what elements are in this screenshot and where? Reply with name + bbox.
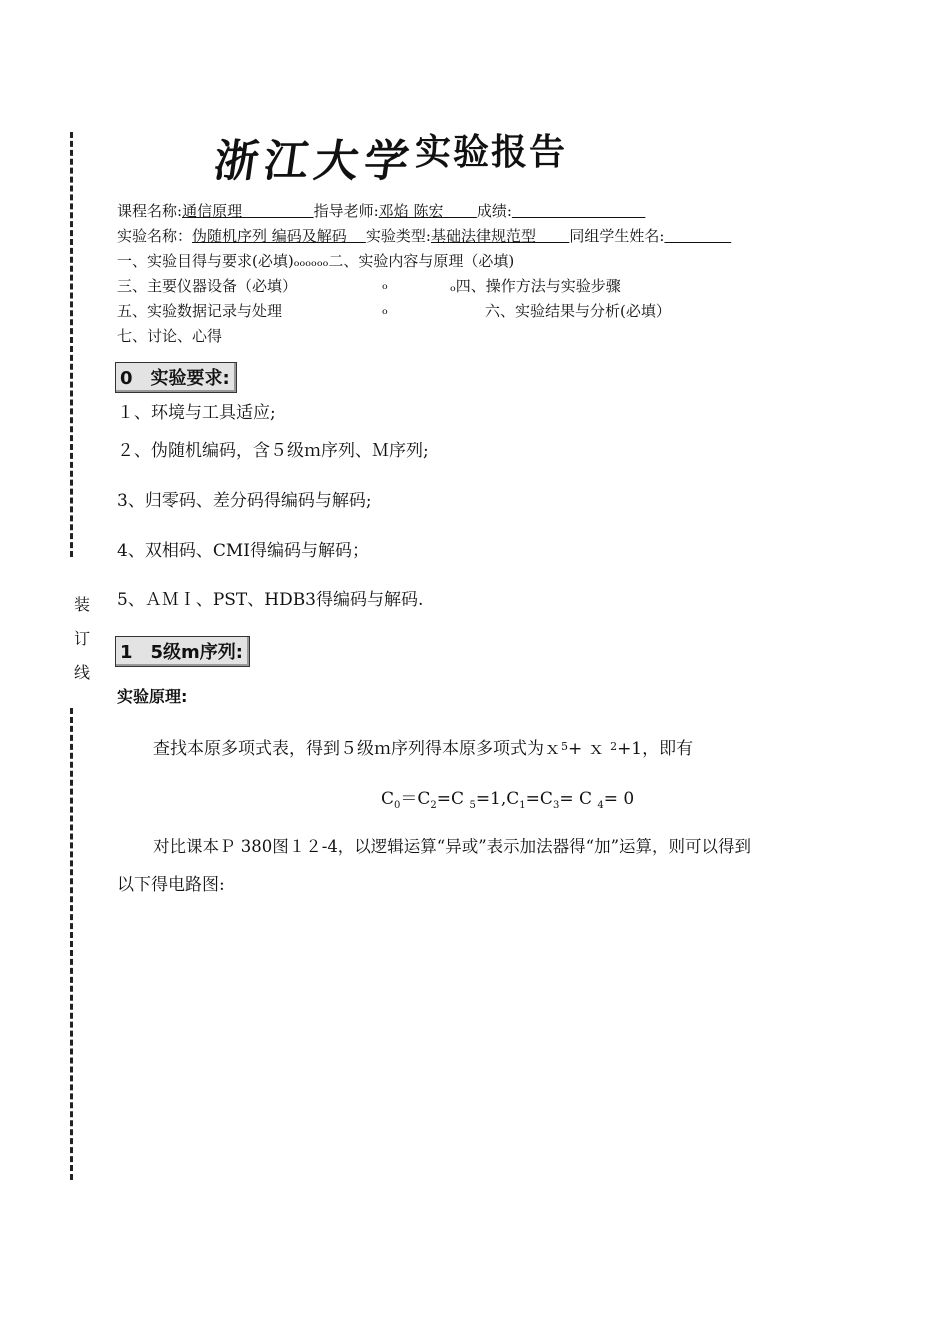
meta-line-experiment [117, 225, 731, 246]
primitive-polynomial-formula: $C_0=C_2=C$ $_5=1,C_1=C_3= C$ $_4$= 0 [381, 789, 635, 811]
report-title: 实验报告 [415, 131, 568, 173]
outline-line-2c: ₒ四、操作方法与实验步骤 [450, 277, 621, 295]
exp-value: 伪随机序列 编码及解码 [192, 227, 347, 245]
outline-line-2a: 三、主要仪器设备（必填） [117, 277, 298, 295]
requirement-item-5: 5、ＡＭＩ、PST、HDB3得编码与解码. [117, 590, 424, 610]
type-label: 实验类型: [365, 227, 431, 245]
requirement-item-3: 3、归零码、差分码得编码与解码; [117, 491, 372, 511]
score-blank [512, 202, 646, 220]
principle-paragraph-1: 查找本原多项式表，得到５级ｍ序列得本原多项式为ｘ$^5$+ ｘ $^2$+1，即有 [153, 739, 694, 759]
principle-paragraph-2-line-1: 对比课本Ｐ 380图１２-4，以逻辑运算“异或”表示加法器得“加”运算，则可以得到 [153, 837, 752, 856]
requirement-item-4: 4、双相码、CMI得编码与解码； [117, 541, 369, 561]
score-label: 成绩: [476, 202, 512, 220]
section-1-heading: 1 5级m序列: [115, 636, 250, 667]
binding-dashed-line-bottom [70, 708, 73, 1180]
university-logo: 浙江大学 [210, 136, 418, 187]
outline-line-4: 七、讨论、心得 [117, 327, 223, 345]
principle-paragraph-2-line-2: 以下得电路图: [117, 875, 225, 895]
requirement-item-2: ２、伪随机编码，含５级ｍ序列、Ｍ序列; [117, 441, 429, 461]
course-label: 课程名称: [117, 202, 183, 220]
binding-char-1: 装 [74, 595, 91, 614]
type-value: 基础法律规范型 [430, 227, 536, 245]
outline-line-1: 一、实验目得与要求(必填)ₒₒₒₒₒₒ二、实验内容与原理（必填) [117, 252, 515, 270]
teacher-label: 指导老师: [313, 202, 379, 220]
binding-dashed-line-top [70, 132, 73, 557]
exp-label: 实验名称： [117, 227, 193, 245]
binding-char-2: 订 [74, 629, 91, 648]
section-0-heading: 0 实验要求: [115, 362, 237, 393]
requirement-item-1: １、环境与工具适应; [117, 403, 276, 423]
group-label: 同组学生姓名: [569, 227, 665, 245]
principle-label: 实验原理: [117, 687, 188, 706]
course-value: 通信原理 [182, 202, 243, 220]
outline-line-3b: ₒ [382, 300, 388, 318]
teacher-value: 邓焰 陈宏 [378, 202, 444, 220]
meta-line-course [117, 200, 645, 221]
outline-line-3a: 五、实验数据记录与处理 [117, 302, 283, 320]
outline-line-2b: ₒ [382, 275, 388, 293]
binding-char-3: 线 [74, 663, 91, 682]
outline-line-3c: 六、实验结果与分析(必填） [485, 302, 671, 320]
group-blank [664, 227, 731, 245]
